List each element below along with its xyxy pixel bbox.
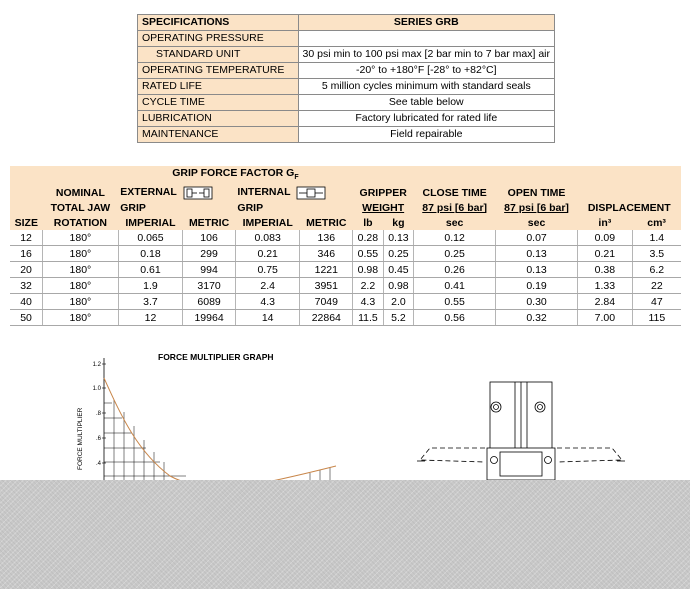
cell-close: 0.41 <box>414 278 496 294</box>
cell-ext-imperial: 0.18 <box>118 246 183 262</box>
cell-cm3: 47 <box>632 294 681 310</box>
displacement-heading: DISPLACEMENT <box>578 200 682 215</box>
spec-value: Factory lubricated for rated life <box>298 111 554 127</box>
nominal-heading: NOMINAL <box>43 185 119 200</box>
spec-header-row <box>138 15 555 31</box>
spec-row <box>138 95 555 111</box>
int-imperial-heading: IMPERIAL <box>235 215 300 230</box>
perf-header-row-3 <box>10 200 681 215</box>
spec-label: STANDARD UNIT <box>138 47 299 63</box>
cell-close: 0.25 <box>414 246 496 262</box>
external-grip-heading: GRIP <box>118 200 235 215</box>
spec-header-right: SERIES GRB <box>298 15 554 31</box>
cell-kg: 2.0 <box>383 294 414 310</box>
spec-value <box>298 31 554 47</box>
table-row <box>10 262 681 278</box>
cell-size: 32 <box>10 278 43 294</box>
cell-kg: 5.2 <box>383 310 414 326</box>
specifications-table <box>137 14 555 143</box>
graph-ylabel: FORCE MULTIPLIER <box>77 407 84 470</box>
cell-in3: 0.09 <box>578 230 633 246</box>
cell-cm3: 22 <box>632 278 681 294</box>
cell-kg: 0.98 <box>383 278 414 294</box>
cell-int-metric: 7049 <box>300 294 353 310</box>
graph-title: FORCE MULTIPLIER GRAPH <box>158 352 274 362</box>
spec-row <box>138 63 555 79</box>
close-time-heading: CLOSE TIME <box>414 185 496 200</box>
spec-value: 30 psi min to 100 psi max [2 bar min to 7 bar max] air <box>298 47 554 63</box>
cell-in3: 1.33 <box>578 278 633 294</box>
internal-heading: INTERNAL <box>235 185 352 200</box>
cell-int-imperial: 0.083 <box>235 230 300 246</box>
cell-size: 20 <box>10 262 43 278</box>
cell-kg: 0.13 <box>383 230 414 246</box>
cell-int-imperial: 0.21 <box>235 246 300 262</box>
cell-open: 0.07 <box>496 230 578 246</box>
table-row <box>10 278 681 294</box>
cell-open: 0.19 <box>496 278 578 294</box>
weight-heading: WEIGHT <box>353 200 414 215</box>
cell-rotation: 180° <box>43 230 119 246</box>
cell-in3: 0.21 <box>578 246 633 262</box>
close-sec-heading: sec <box>414 215 496 230</box>
spec-label: RATED LIFE <box>138 79 299 95</box>
perf-header-row-1 <box>10 166 681 185</box>
rotation-heading: ROTATION <box>43 215 119 230</box>
cell-int-metric: 136 <box>300 230 353 246</box>
ytick-label: .4 <box>95 461 101 467</box>
cell-ext-metric: 299 <box>183 246 236 262</box>
cell-int-imperial: 4.3 <box>235 294 300 310</box>
cell-lb: 0.98 <box>353 262 384 278</box>
total-jaw-heading: TOTAL JAW <box>43 200 119 215</box>
cell-close: 0.56 <box>414 310 496 326</box>
spec-row <box>138 127 555 143</box>
table-row <box>10 294 681 310</box>
kg-heading: kg <box>383 215 414 230</box>
force-curve <box>104 378 336 488</box>
cell-kg: 0.45 <box>383 262 414 278</box>
force-multiplier-graph <box>0 340 690 490</box>
cell-in3: 0.38 <box>578 262 633 278</box>
table-row <box>10 310 681 326</box>
cell-ext-imperial: 1.9 <box>118 278 183 294</box>
open-pressure-heading: 87 psi [6 bar] <box>496 200 578 215</box>
cell-ext-imperial: 12 <box>118 310 183 326</box>
spec-row <box>138 79 555 95</box>
spec-value: See table below <box>298 95 554 111</box>
cell-lb: 0.28 <box>353 230 384 246</box>
cell-size: 50 <box>10 310 43 326</box>
in3-heading: in³ <box>578 215 633 230</box>
perf-header-row-4 <box>10 215 681 230</box>
gripper-heading: GRIPPER <box>353 185 414 200</box>
cell-kg: 0.25 <box>383 246 414 262</box>
cell-size: 16 <box>10 246 43 262</box>
cell-open: 0.13 <box>496 262 578 278</box>
ytick-label: .6 <box>95 436 101 442</box>
cell-in3: 7.00 <box>578 310 633 326</box>
ext-imperial-heading: IMPERIAL <box>118 215 183 230</box>
cell-ext-imperial: 3.7 <box>118 294 183 310</box>
spec-label: OPERATING TEMPERATURE <box>138 63 299 79</box>
external-heading: EXTERNAL <box>118 185 235 200</box>
spec-header-left: SPECIFICATIONS <box>138 15 299 31</box>
lb-heading: lb <box>353 215 384 230</box>
ytick-label: 1.2 <box>92 362 101 368</box>
size-heading: SIZE <box>10 215 43 230</box>
scan-noise-region <box>0 480 690 589</box>
spec-row <box>138 47 555 63</box>
cell-int-metric: 346 <box>300 246 353 262</box>
cell-ext-metric: 3170 <box>183 278 236 294</box>
cell-ext-metric: 106 <box>183 230 236 246</box>
cell-rotation: 180° <box>43 246 119 262</box>
cell-int-imperial: 2.4 <box>235 278 300 294</box>
cell-ext-imperial: 0.065 <box>118 230 183 246</box>
cell-int-imperial: 0.75 <box>235 262 300 278</box>
cell-close: 0.55 <box>414 294 496 310</box>
open-time-heading: OPEN TIME <box>496 185 578 200</box>
cell-cm3: 115 <box>632 310 681 326</box>
cell-in3: 2.84 <box>578 294 633 310</box>
table-row <box>10 246 681 262</box>
internal-grip-heading: GRIP <box>235 200 352 215</box>
cell-lb: 0.55 <box>353 246 384 262</box>
table-row <box>10 230 681 246</box>
cell-int-imperial: 14 <box>235 310 300 326</box>
spec-label: CYCLE TIME <box>138 95 299 111</box>
spec-label: MAINTENANCE <box>138 127 299 143</box>
external-grip-icon <box>183 186 213 200</box>
spec-row <box>138 31 555 47</box>
cell-size: 12 <box>10 230 43 246</box>
graph-grid <box>104 400 330 490</box>
ext-metric-heading: METRIC <box>183 215 236 230</box>
perf-header-row-2 <box>10 185 681 200</box>
cell-cm3: 3.5 <box>632 246 681 262</box>
ytick-label: .8 <box>95 411 101 417</box>
cm3-heading: cm³ <box>632 215 681 230</box>
cell-cm3: 1.4 <box>632 230 681 246</box>
cell-ext-metric: 6089 <box>183 294 236 310</box>
spec-label: OPERATING PRESSURE <box>138 31 299 47</box>
cell-lb: 2.2 <box>353 278 384 294</box>
cell-rotation: 180° <box>43 278 119 294</box>
spec-label: LUBRICATION <box>138 111 299 127</box>
cell-cm3: 6.2 <box>632 262 681 278</box>
cell-int-metric: 22864 <box>300 310 353 326</box>
open-sec-heading: sec <box>496 215 578 230</box>
int-metric-heading: METRIC <box>300 215 353 230</box>
cell-rotation: 180° <box>43 262 119 278</box>
internal-grip-icon <box>296 186 326 200</box>
cell-close: 0.26 <box>414 262 496 278</box>
cell-rotation: 180° <box>43 310 119 326</box>
cell-lb: 4.3 <box>353 294 384 310</box>
grip-force-heading: GRIP FORCE FACTOR $G_F$ <box>118 166 352 185</box>
cell-ext-imperial: 0.61 <box>118 262 183 278</box>
performance-table <box>10 166 681 326</box>
cell-size: 40 <box>10 294 43 310</box>
cell-open: 0.32 <box>496 310 578 326</box>
cell-close: 0.12 <box>414 230 496 246</box>
cell-lb: 11.5 <box>353 310 384 326</box>
cell-rotation: 180° <box>43 294 119 310</box>
cell-open: 0.13 <box>496 246 578 262</box>
cell-ext-metric: 19964 <box>183 310 236 326</box>
spec-value: Field repairable <box>298 127 554 143</box>
spec-value: -20° to +180°F [-28° to +82°C] <box>298 63 554 79</box>
cell-ext-metric: 994 <box>183 262 236 278</box>
gripper-drawing <box>417 382 625 480</box>
close-pressure-heading: 87 psi [6 bar] <box>414 200 496 215</box>
cell-int-metric: 1221 <box>300 262 353 278</box>
cell-open: 0.30 <box>496 294 578 310</box>
spec-value: 5 million cycles minimum with standard seals <box>298 79 554 95</box>
cell-int-metric: 3951 <box>300 278 353 294</box>
ytick-label: 1.0 <box>92 386 101 392</box>
spec-row <box>138 111 555 127</box>
